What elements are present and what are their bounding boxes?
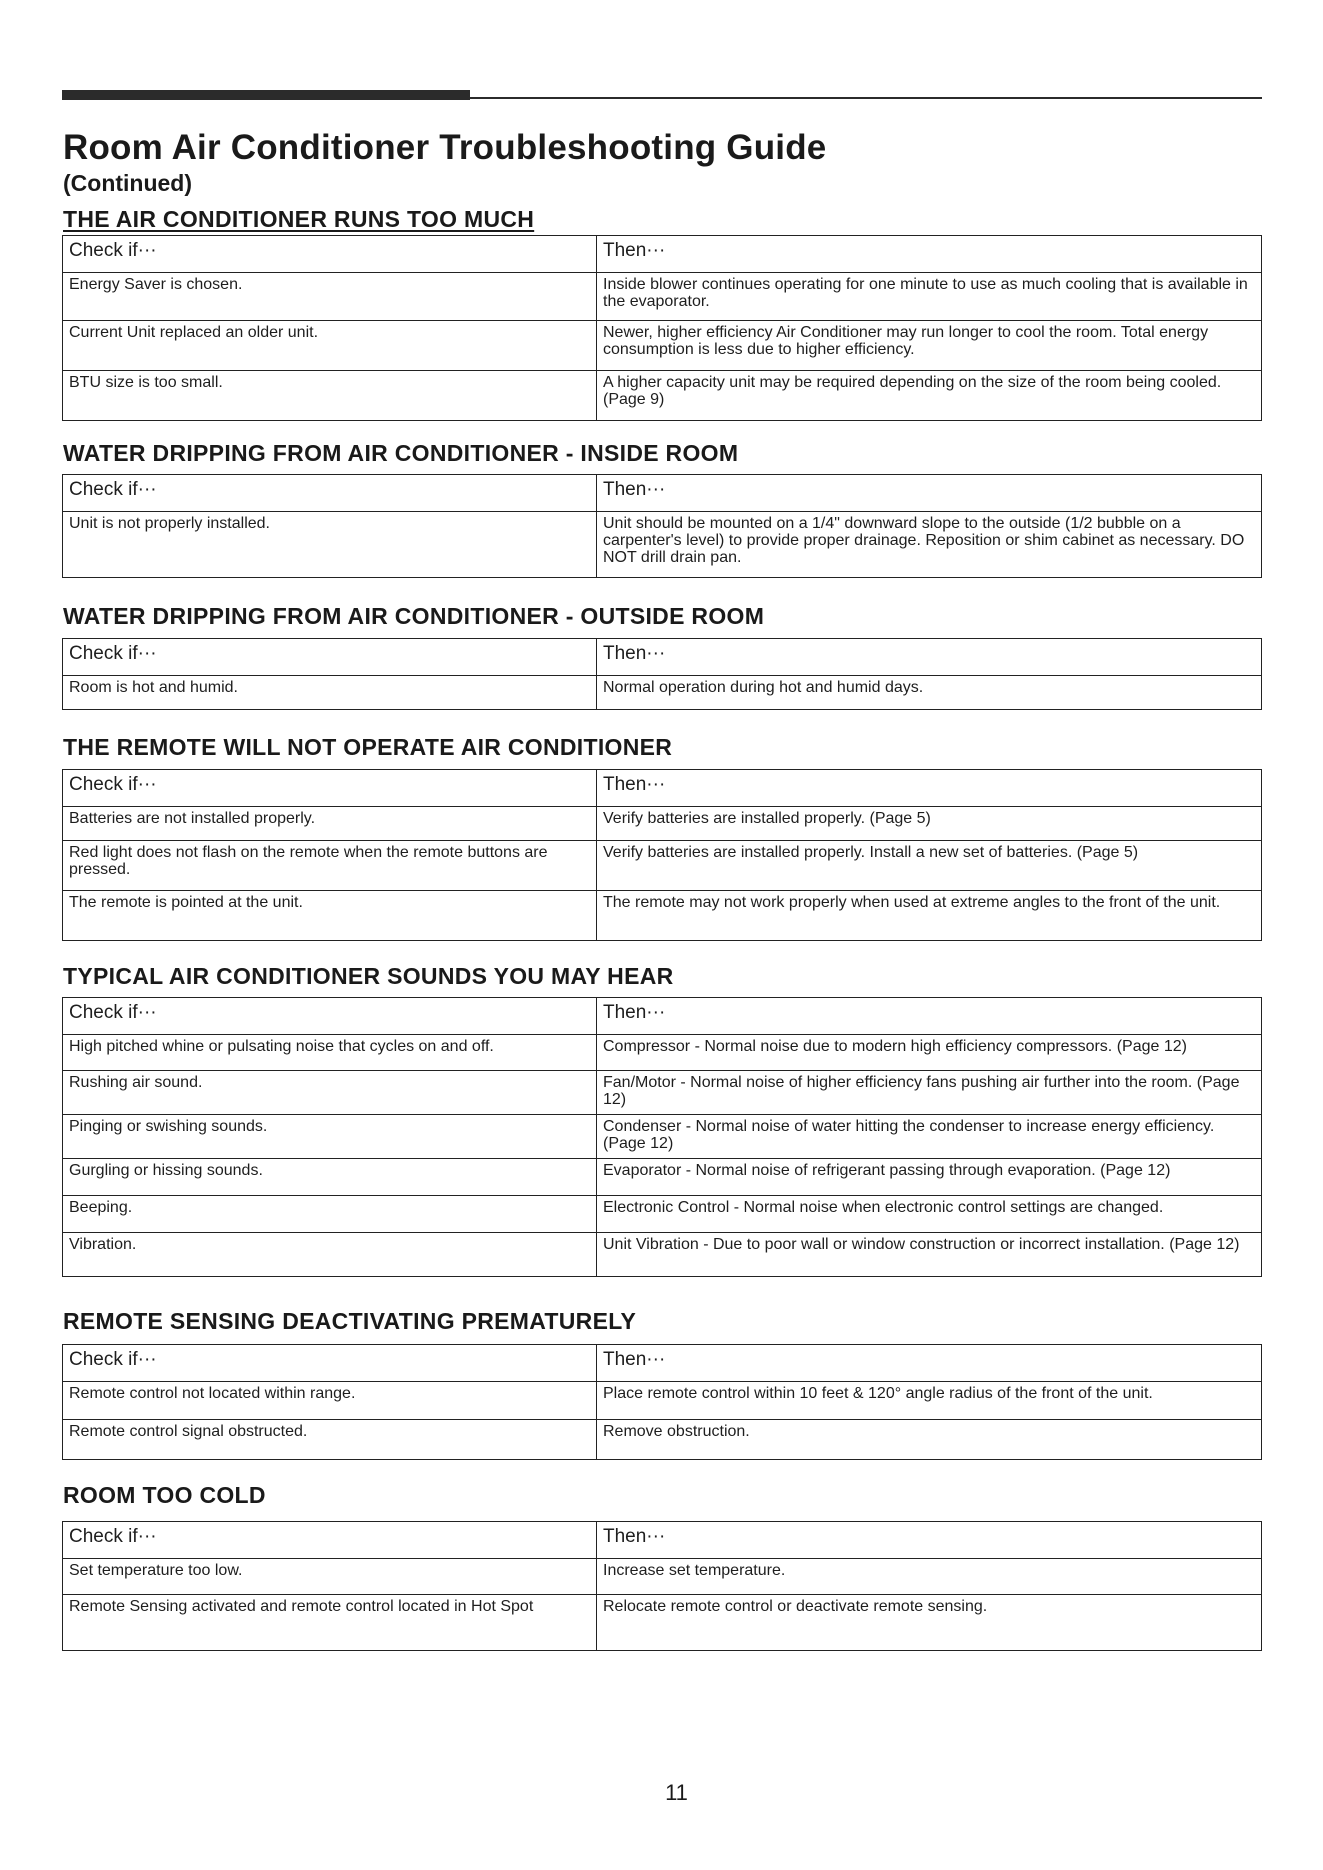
column-header-then: Then··· xyxy=(597,475,1262,512)
check-cell: High pitched whine or pulsating noise that cycles on and off. xyxy=(63,1035,597,1071)
column-header-then: Then··· xyxy=(597,639,1262,676)
table-row xyxy=(63,321,1262,371)
check-cell: Energy Saver is chosen. xyxy=(63,273,597,321)
table-row xyxy=(63,273,1262,321)
then-cell: Verify batteries are installed properly. (Page 5) xyxy=(597,807,1262,841)
column-header-check: Check if··· xyxy=(63,639,597,676)
check-cell: Remote Sensing activated and remote control located in Hot Spot xyxy=(63,1595,597,1651)
column-header-check: Check if··· xyxy=(63,475,597,512)
table-row xyxy=(63,1071,1262,1115)
then-cell: Increase set temperature. xyxy=(597,1559,1262,1595)
troubleshooting-table xyxy=(62,638,1262,710)
section-title: TYPICAL AIR CONDITIONER SOUNDS YOU MAY HEAR xyxy=(63,963,674,989)
column-header-check: Check if··· xyxy=(63,1522,597,1559)
table-row xyxy=(63,1159,1262,1196)
troubleshooting-table xyxy=(62,1344,1262,1460)
column-header-then: Then··· xyxy=(597,1522,1262,1559)
table-row xyxy=(63,1196,1262,1233)
table-row xyxy=(63,891,1262,941)
table-header-row xyxy=(63,998,1262,1035)
then-cell: Relocate remote control or deactivate remote sensing. xyxy=(597,1595,1262,1651)
troubleshooting-table xyxy=(62,997,1262,1277)
then-cell: A higher capacity unit may be required depending on the size of the room being cooled. (Page 9) xyxy=(597,371,1262,421)
then-cell: Place remote control within 10 feet & 120° angle radius of the front of the unit. xyxy=(597,1382,1262,1420)
then-cell: Unit should be mounted on a 1/4" downward slope to the outside (1/2 bubble on a carpenter's level) to provide proper drainage. Reposition or shim cabinet as necessary. DO NOT drill drain pan. xyxy=(597,512,1262,578)
check-cell: Red light does not flash on the remote when the remote buttons are pressed. xyxy=(63,841,597,891)
table-row xyxy=(63,1035,1262,1071)
troubleshooting-table xyxy=(62,769,1262,941)
table-row xyxy=(63,1115,1262,1159)
table-header-row xyxy=(63,639,1262,676)
table-header-row xyxy=(63,770,1262,807)
column-header-then: Then··· xyxy=(597,998,1262,1035)
then-cell: Condenser - Normal noise of water hitting the condenser to increase energy efficiency. (Page 12) xyxy=(597,1115,1262,1159)
table-row xyxy=(63,841,1262,891)
check-cell: Set temperature too low. xyxy=(63,1559,597,1595)
table-row xyxy=(63,371,1262,421)
top-rule xyxy=(62,90,1262,100)
table-header-row xyxy=(63,475,1262,512)
table-row xyxy=(63,676,1262,710)
table-row xyxy=(63,1382,1262,1420)
top-rule-bar xyxy=(62,90,470,100)
then-cell: Evaporator - Normal noise of refrigerant passing through evaporation. (Page 12) xyxy=(597,1159,1262,1196)
check-cell: Unit is not properly installed. xyxy=(63,512,597,578)
then-cell: Newer, higher efficiency Air Conditioner may run longer to cool the room. Total energy consumption is less due to higher efficiency. xyxy=(597,321,1262,371)
column-header-check: Check if··· xyxy=(63,770,597,807)
top-rule-line xyxy=(470,97,1262,99)
section-title: WATER DRIPPING FROM AIR CONDITIONER - OUTSIDE ROOM xyxy=(63,603,765,629)
check-cell: Room is hot and humid. xyxy=(63,676,597,710)
then-cell: Compressor - Normal noise due to modern high efficiency compressors. (Page 12) xyxy=(597,1035,1262,1071)
troubleshooting-table xyxy=(62,235,1262,421)
column-header-then: Then··· xyxy=(597,1345,1262,1382)
check-cell: Remote control not located within range. xyxy=(63,1382,597,1420)
table-row xyxy=(63,512,1262,578)
section-title: THE REMOTE WILL NOT OPERATE AIR CONDITIONER xyxy=(63,734,673,760)
then-cell: Unit Vibration - Due to poor wall or window construction or incorrect installation. (Page 12) xyxy=(597,1233,1262,1277)
check-cell: Current Unit replaced an older unit. xyxy=(63,321,597,371)
table-header-row xyxy=(63,236,1262,273)
then-cell: Remove obstruction. xyxy=(597,1420,1262,1460)
table-row xyxy=(63,1233,1262,1277)
page-number: 11 xyxy=(665,1780,688,1805)
table-row xyxy=(63,807,1262,841)
then-cell: Verify batteries are installed properly. Install a new set of batteries. (Page 5) xyxy=(597,841,1262,891)
then-cell: Fan/Motor - Normal noise of higher efficiency fans pushing air further into the room. (Page 12) xyxy=(597,1071,1262,1115)
check-cell: Remote control signal obstructed. xyxy=(63,1420,597,1460)
check-cell: Rushing air sound. xyxy=(63,1071,597,1115)
then-cell: Electronic Control - Normal noise when electronic control settings are changed. xyxy=(597,1196,1262,1233)
table-row xyxy=(63,1420,1262,1460)
page-title: Room Air Conditioner Troubleshooting Guide xyxy=(63,128,827,167)
table-header-row xyxy=(63,1345,1262,1382)
column-header-check: Check if··· xyxy=(63,1345,597,1382)
table-header-row xyxy=(63,1522,1262,1559)
check-cell: Gurgling or hissing sounds. xyxy=(63,1159,597,1196)
section-title: REMOTE SENSING DEACTIVATING PREMATURELY xyxy=(63,1308,637,1334)
column-header-check: Check if··· xyxy=(63,998,597,1035)
check-cell: Vibration. xyxy=(63,1233,597,1277)
column-header-then: Then··· xyxy=(597,236,1262,273)
section-title: WATER DRIPPING FROM AIR CONDITIONER - INSIDE ROOM xyxy=(63,440,739,466)
check-cell: Batteries are not installed properly. xyxy=(63,807,597,841)
check-cell: Beeping. xyxy=(63,1196,597,1233)
troubleshooting-table xyxy=(62,1521,1262,1651)
column-header-check: Check if··· xyxy=(63,236,597,273)
table-row xyxy=(63,1559,1262,1595)
page-subtitle: (Continued) xyxy=(63,170,193,196)
section-title: ROOM TOO COLD xyxy=(63,1482,266,1508)
then-cell: Normal operation during hot and humid days. xyxy=(597,676,1262,710)
check-cell: The remote is pointed at the unit. xyxy=(63,891,597,941)
table-row xyxy=(63,1595,1262,1651)
check-cell: BTU size is too small. xyxy=(63,371,597,421)
check-cell: Pinging or swishing sounds. xyxy=(63,1115,597,1159)
troubleshooting-table xyxy=(62,474,1262,578)
then-cell: Inside blower continues operating for one minute to use as much cooling that is available in the evaporator. xyxy=(597,273,1262,321)
then-cell: The remote may not work properly when used at extreme angles to the front of the unit. xyxy=(597,891,1262,941)
section-title: THE AIR CONDITIONER RUNS TOO MUCH xyxy=(63,206,535,232)
column-header-then: Then··· xyxy=(597,770,1262,807)
